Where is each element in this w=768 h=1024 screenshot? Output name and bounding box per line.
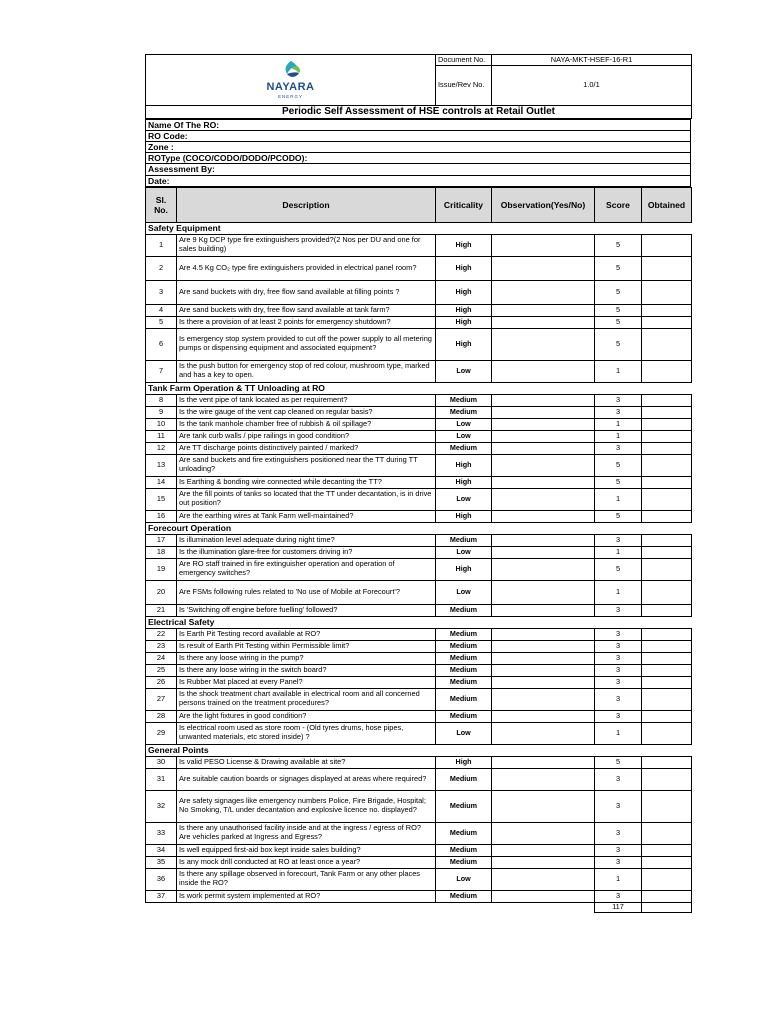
row-description: Is work permit system implemented at RO? xyxy=(177,890,436,902)
row-description: Is illumination level adequate during night time? xyxy=(177,534,436,546)
row-number: 3 xyxy=(146,280,177,304)
row-observation[interactable] xyxy=(492,722,595,744)
row-criticality: High xyxy=(436,304,492,316)
row-criticality: Low xyxy=(436,488,492,510)
row-description: Are 4.5 Kg CO₂ type fire extinguishers provided in electrical panel room? xyxy=(177,256,436,280)
row-observation[interactable] xyxy=(492,454,595,476)
row-criticality: Medium xyxy=(436,640,492,652)
row-description: Is Earthing & bonding wire connected while decanting the TT? xyxy=(177,476,436,488)
row-description: Are the fill points of tanks so located that the TT under decantation, is in drive out position? xyxy=(177,488,436,510)
row-observation[interactable] xyxy=(492,868,595,890)
row-criticality: Medium xyxy=(436,768,492,790)
row-observation[interactable] xyxy=(492,580,595,604)
row-score: 1 xyxy=(595,430,642,442)
table-row xyxy=(146,488,692,510)
row-description: Are FSMs following rules related to 'No use of Mobile at Forecourt'? xyxy=(177,580,436,604)
row-description: Are RO staff trained in fire extinguisher operation and operation of emergency switches? xyxy=(177,558,436,580)
row-score: 3 xyxy=(595,856,642,868)
row-obtained[interactable] xyxy=(642,406,692,418)
row-description: Is the illumination glare-free for customers driving in? xyxy=(177,546,436,558)
table-row xyxy=(146,790,692,822)
row-criticality: Medium xyxy=(436,688,492,710)
row-obtained[interactable] xyxy=(642,430,692,442)
form-title: Periodic Self Assessment of HSE controls at Retail Outlet xyxy=(146,106,692,119)
row-score: 5 xyxy=(595,510,642,522)
row-score: 3 xyxy=(595,676,642,688)
row-description: Are tank curb walls / pipe railings in good condition? xyxy=(177,430,436,442)
row-observation[interactable] xyxy=(492,280,595,304)
row-description: Is Earth Pit Testing record available at RO? xyxy=(177,628,436,640)
row-criticality: Medium xyxy=(436,664,492,676)
row-number: 12 xyxy=(146,442,177,454)
col-criticality: Criticality xyxy=(436,187,492,222)
row-score: 1 xyxy=(595,360,642,382)
row-criticality: Medium xyxy=(436,406,492,418)
row-observation[interactable] xyxy=(492,394,595,406)
row-description: Is any mock drill conducted at RO at least once a year? xyxy=(177,856,436,868)
row-obtained[interactable] xyxy=(642,868,692,890)
row-score: 1 xyxy=(595,868,642,890)
logo-wordmark: NAYARA xyxy=(266,81,315,94)
section-title: General Points xyxy=(146,744,692,756)
section-header xyxy=(146,382,692,394)
row-score: 1 xyxy=(595,546,642,558)
row-observation[interactable] xyxy=(492,890,595,902)
info-field[interactable]: Assessment By: xyxy=(146,164,691,175)
col-observation: Observation(Yes/No) xyxy=(492,187,595,222)
row-criticality: Low xyxy=(436,360,492,382)
section-title: Safety Equipment xyxy=(146,222,692,234)
row-score: 3 xyxy=(595,822,642,844)
row-criticality: Medium xyxy=(436,890,492,902)
row-obtained[interactable] xyxy=(642,280,692,304)
row-score: 5 xyxy=(595,558,642,580)
row-criticality: High xyxy=(436,558,492,580)
row-criticality: High xyxy=(436,454,492,476)
row-observation[interactable] xyxy=(492,628,595,640)
row-observation[interactable] xyxy=(492,664,595,676)
table-row xyxy=(146,768,692,790)
row-score: 3 xyxy=(595,394,642,406)
table-row xyxy=(146,476,692,488)
row-number: 13 xyxy=(146,454,177,476)
info-field[interactable]: Zone : xyxy=(146,142,691,153)
row-obtained[interactable] xyxy=(642,534,692,546)
row-criticality: Medium xyxy=(436,394,492,406)
row-criticality: Medium xyxy=(436,442,492,454)
row-number: 6 xyxy=(146,328,177,360)
row-number: 26 xyxy=(146,676,177,688)
row-score: 3 xyxy=(595,768,642,790)
row-criticality: High xyxy=(436,280,492,304)
header-table xyxy=(145,54,692,119)
row-obtained[interactable] xyxy=(642,756,692,768)
row-number: 8 xyxy=(146,394,177,406)
row-criticality: Low xyxy=(436,430,492,442)
checklist-table xyxy=(145,187,692,913)
row-description: Are suitable caution boards or signages displayed at areas where required? xyxy=(177,768,436,790)
info-field[interactable]: Name Of The RO: xyxy=(146,119,691,130)
table-row xyxy=(146,234,692,256)
row-number: 1 xyxy=(146,234,177,256)
table-row xyxy=(146,316,692,328)
table-row xyxy=(146,652,692,664)
table-row xyxy=(146,394,692,406)
table-row xyxy=(146,604,692,616)
info-field[interactable]: Date: xyxy=(146,175,691,186)
table-row xyxy=(146,328,692,360)
row-number: 16 xyxy=(146,510,177,522)
row-score: 5 xyxy=(595,328,642,360)
row-observation[interactable] xyxy=(492,534,595,546)
row-criticality: High xyxy=(436,316,492,328)
row-number: 18 xyxy=(146,546,177,558)
row-obtained[interactable] xyxy=(642,256,692,280)
row-number: 27 xyxy=(146,688,177,710)
row-number: 22 xyxy=(146,628,177,640)
row-obtained[interactable] xyxy=(642,768,692,790)
row-obtained[interactable] xyxy=(642,652,692,664)
row-score: 3 xyxy=(595,640,642,652)
row-observation[interactable] xyxy=(492,442,595,454)
row-score: 3 xyxy=(595,844,642,856)
row-criticality: Medium xyxy=(436,856,492,868)
row-obtained[interactable] xyxy=(642,418,692,430)
table-row xyxy=(146,546,692,558)
table-row xyxy=(146,688,692,710)
row-observation[interactable] xyxy=(492,476,595,488)
row-description: Are TT discharge points distinctively painted / marked? xyxy=(177,442,436,454)
row-description: Are sand buckets and fire extinguishers positioned near the TT during TT unloading? xyxy=(177,454,436,476)
info-table xyxy=(145,119,691,187)
row-score: 3 xyxy=(595,442,642,454)
table-row xyxy=(146,722,692,744)
row-obtained[interactable] xyxy=(642,394,692,406)
row-number: 36 xyxy=(146,868,177,890)
row-description: Are sand buckets with dry, free flow sand available at tank farm? xyxy=(177,304,436,316)
row-obtained[interactable] xyxy=(642,360,692,382)
row-score: 1 xyxy=(595,722,642,744)
row-description: Is the wire gauge of the vent cap cleaned on regular basis? xyxy=(177,406,436,418)
row-criticality: Medium xyxy=(436,628,492,640)
row-criticality: Medium xyxy=(436,822,492,844)
total-score: 117 xyxy=(595,902,642,912)
row-score: 3 xyxy=(595,406,642,418)
logo-cell xyxy=(146,55,436,106)
row-number: 17 xyxy=(146,534,177,546)
row-description: Are sand buckets with dry, free flow sand available at filling points ? xyxy=(177,280,436,304)
table-row xyxy=(146,280,692,304)
row-description: Is well equipped first-aid box kept inside sales building? xyxy=(177,844,436,856)
row-number: 7 xyxy=(146,360,177,382)
table-row xyxy=(146,868,692,890)
row-observation[interactable] xyxy=(492,256,595,280)
row-criticality: High xyxy=(436,328,492,360)
column-header-row xyxy=(146,187,692,222)
row-obtained[interactable] xyxy=(642,790,692,822)
row-number: 29 xyxy=(146,722,177,744)
row-number: 35 xyxy=(146,856,177,868)
row-observation[interactable] xyxy=(492,546,595,558)
info-field[interactable]: RO Code: xyxy=(146,130,691,141)
nayara-logo xyxy=(148,60,433,99)
row-observation[interactable] xyxy=(492,558,595,580)
row-observation[interactable] xyxy=(492,360,595,382)
row-number: 5 xyxy=(146,316,177,328)
row-description: Is there any unauthorised facility inside and at the ingress / egress of RO? Are vehicles parked at Ingress and Egress? xyxy=(177,822,436,844)
row-score: 3 xyxy=(595,652,642,664)
row-criticality: Medium xyxy=(436,534,492,546)
row-description: Is electrical room used as store room - (Old tyres drums, hose pipes, unwanted materials, etc stored inside) ? xyxy=(177,722,436,744)
row-score: 3 xyxy=(595,790,642,822)
table-row xyxy=(146,844,692,856)
row-obtained[interactable] xyxy=(642,890,692,902)
row-description: Are 9 Kg DCP type fire extinguishers provided?(2 Nos per DU and one for sales building) xyxy=(177,234,436,256)
row-description: Is Rubber Mat placed at every Panel? xyxy=(177,676,436,688)
table-row xyxy=(146,442,692,454)
row-score: 3 xyxy=(595,664,642,676)
row-obtained[interactable] xyxy=(642,234,692,256)
row-criticality: Low xyxy=(436,868,492,890)
table-row xyxy=(146,558,692,580)
section-header xyxy=(146,744,692,756)
table-row xyxy=(146,430,692,442)
row-number: 32 xyxy=(146,790,177,822)
row-number: 21 xyxy=(146,604,177,616)
table-row xyxy=(146,454,692,476)
row-score: 5 xyxy=(595,756,642,768)
table-row xyxy=(146,664,692,676)
row-number: 33 xyxy=(146,822,177,844)
row-criticality: Low xyxy=(436,546,492,558)
row-score: 5 xyxy=(595,304,642,316)
row-obtained[interactable] xyxy=(642,304,692,316)
row-observation[interactable] xyxy=(492,488,595,510)
row-observation[interactable] xyxy=(492,756,595,768)
row-obtained[interactable] xyxy=(642,722,692,744)
row-observation[interactable] xyxy=(492,688,595,710)
row-description: Is 'Switching off engine before fuelling' followed? xyxy=(177,604,436,616)
section-title: Forecourt Operation xyxy=(146,522,692,534)
row-obtained[interactable] xyxy=(642,510,692,522)
issue-rev-value: 1.0/1 xyxy=(492,66,692,106)
table-row xyxy=(146,856,692,868)
row-description: Is the vent pipe of tank located as per requirement? xyxy=(177,394,436,406)
row-criticality: Medium xyxy=(436,790,492,822)
row-number: 10 xyxy=(146,418,177,430)
table-row xyxy=(146,580,692,604)
section-title: Electrical Safety xyxy=(146,616,692,628)
row-description: Is there any loose wiring in the switch board? xyxy=(177,664,436,676)
row-observation[interactable] xyxy=(492,604,595,616)
row-criticality: Low xyxy=(436,580,492,604)
row-criticality: High xyxy=(436,756,492,768)
row-observation[interactable] xyxy=(492,510,595,522)
row-obtained[interactable] xyxy=(642,546,692,558)
row-observation[interactable] xyxy=(492,328,595,360)
logo-subtext: ENERGY xyxy=(277,94,303,100)
row-observation[interactable] xyxy=(492,406,595,418)
row-criticality: High xyxy=(436,476,492,488)
row-number: 2 xyxy=(146,256,177,280)
section-header xyxy=(146,616,692,628)
row-criticality: Medium xyxy=(436,604,492,616)
row-obtained[interactable] xyxy=(642,580,692,604)
row-observation[interactable] xyxy=(492,790,595,822)
table-row xyxy=(146,304,692,316)
row-description: Is the shock treatment chart available in electrical room and all concerned persons trained on the treatment procedures? xyxy=(177,688,436,710)
table-row xyxy=(146,534,692,546)
row-number: 14 xyxy=(146,476,177,488)
row-score: 3 xyxy=(595,534,642,546)
row-score: 3 xyxy=(595,688,642,710)
row-observation[interactable] xyxy=(492,710,595,722)
row-observation[interactable] xyxy=(492,316,595,328)
row-score: 5 xyxy=(595,316,642,328)
row-criticality: High xyxy=(436,234,492,256)
table-row xyxy=(146,360,692,382)
row-observation[interactable] xyxy=(492,856,595,868)
row-number: 11 xyxy=(146,430,177,442)
table-row xyxy=(146,822,692,844)
row-criticality: High xyxy=(436,256,492,280)
issue-rev-label: Issue/Rev No. xyxy=(436,66,492,106)
assessment-sheet xyxy=(145,54,691,913)
row-number: 28 xyxy=(146,710,177,722)
row-obtained[interactable] xyxy=(642,488,692,510)
table-row xyxy=(146,676,692,688)
row-criticality: High xyxy=(436,510,492,522)
row-description: Is emergency stop system provided to cut off the power supply to all metering pumps or dispensing equipment and associated equipment? xyxy=(177,328,436,360)
row-description: Is valid PESO License & Drawing available at site? xyxy=(177,756,436,768)
row-observation[interactable] xyxy=(492,234,595,256)
row-criticality: Low xyxy=(436,418,492,430)
table-row xyxy=(146,418,692,430)
table-row xyxy=(146,256,692,280)
total-row xyxy=(146,902,692,912)
row-observation[interactable] xyxy=(492,676,595,688)
row-score: 5 xyxy=(595,234,642,256)
row-score: 1 xyxy=(595,418,642,430)
row-number: 25 xyxy=(146,664,177,676)
row-score: 3 xyxy=(595,604,642,616)
col-obtained: Obtained xyxy=(642,187,692,222)
table-row xyxy=(146,890,692,902)
row-observation[interactable] xyxy=(492,844,595,856)
row-score: 1 xyxy=(595,488,642,510)
row-score: 5 xyxy=(595,256,642,280)
row-obtained[interactable] xyxy=(642,822,692,844)
section-title: Tank Farm Operation & TT Unloading at RO xyxy=(146,382,692,394)
section-header xyxy=(146,522,692,534)
row-description: Is there any loose wiring in the pump? xyxy=(177,652,436,664)
row-number: 37 xyxy=(146,890,177,902)
row-obtained[interactable] xyxy=(642,442,692,454)
row-obtained[interactable] xyxy=(642,628,692,640)
row-obtained[interactable] xyxy=(642,664,692,676)
table-row xyxy=(146,628,692,640)
row-obtained[interactable] xyxy=(642,844,692,856)
row-observation[interactable] xyxy=(492,640,595,652)
row-score: 5 xyxy=(595,280,642,304)
row-number: 20 xyxy=(146,580,177,604)
row-score: 1 xyxy=(595,580,642,604)
row-obtained[interactable] xyxy=(642,688,692,710)
table-row xyxy=(146,756,692,768)
row-criticality: Medium xyxy=(436,676,492,688)
row-obtained[interactable] xyxy=(642,676,692,688)
row-criticality: Medium xyxy=(436,652,492,664)
row-observation[interactable] xyxy=(492,652,595,664)
row-description: Is there a provision of at least 2 points for emergency shutdown? xyxy=(177,316,436,328)
col-sl-no: Sl. No. xyxy=(146,187,177,222)
document-no-label: Document No. xyxy=(436,55,492,66)
row-score: 5 xyxy=(595,454,642,476)
row-number: 31 xyxy=(146,768,177,790)
row-description: Is there any spillage observed in forecourt, Tank Farm or any other places inside the RO? xyxy=(177,868,436,890)
row-number: 34 xyxy=(146,844,177,856)
row-number: 19 xyxy=(146,558,177,580)
row-obtained[interactable] xyxy=(642,604,692,616)
row-description: Is the push button for emergency stop of red colour, mushroom type, marked and has a key to open. xyxy=(177,360,436,382)
row-description: Are the light fixtures in good condition? xyxy=(177,710,436,722)
row-obtained[interactable] xyxy=(642,710,692,722)
row-number: 24 xyxy=(146,652,177,664)
row-observation[interactable] xyxy=(492,418,595,430)
row-obtained[interactable] xyxy=(642,328,692,360)
row-criticality: Medium xyxy=(436,844,492,856)
table-row xyxy=(146,710,692,722)
col-score: Score xyxy=(595,187,642,222)
row-score: 5 xyxy=(595,476,642,488)
row-number: 9 xyxy=(146,406,177,418)
row-obtained[interactable] xyxy=(642,558,692,580)
row-number: 23 xyxy=(146,640,177,652)
row-obtained[interactable] xyxy=(642,856,692,868)
table-row xyxy=(146,510,692,522)
row-obtained[interactable] xyxy=(642,640,692,652)
row-observation[interactable] xyxy=(492,304,595,316)
col-description: Description xyxy=(177,187,436,222)
row-score: 3 xyxy=(595,628,642,640)
row-criticality: Medium xyxy=(436,710,492,722)
row-description: Is result of Earth Pit Testing within Permissible limit? xyxy=(177,640,436,652)
row-observation[interactable] xyxy=(492,768,595,790)
section-header xyxy=(146,222,692,234)
row-number: 15 xyxy=(146,488,177,510)
table-row xyxy=(146,640,692,652)
row-obtained[interactable] xyxy=(642,316,692,328)
info-field[interactable]: ROType (COCO/CODO/DODO/PCODO): xyxy=(146,153,691,164)
nayara-emblem-icon xyxy=(280,60,302,80)
row-obtained[interactable] xyxy=(642,454,692,476)
row-observation[interactable] xyxy=(492,822,595,844)
row-description: Is the tank manhole chamber free of rubbish & oil spillage? xyxy=(177,418,436,430)
row-criticality: Low xyxy=(436,722,492,744)
row-score: 3 xyxy=(595,890,642,902)
row-number: 30 xyxy=(146,756,177,768)
row-description: Are the earthing wires at Tank Farm well-maintained? xyxy=(177,510,436,522)
document-no-value: NAYA-MKT-HSEF-16-R1 xyxy=(492,55,692,66)
table-row xyxy=(146,406,692,418)
row-score: 3 xyxy=(595,710,642,722)
row-description: Are safety signages like emergency numbers Police, Fire Brigade, Hospital; No Smoking, T/L under decantation and explosive licence no. displayed? xyxy=(177,790,436,822)
row-observation[interactable] xyxy=(492,430,595,442)
row-obtained[interactable] xyxy=(642,476,692,488)
row-number: 4 xyxy=(146,304,177,316)
